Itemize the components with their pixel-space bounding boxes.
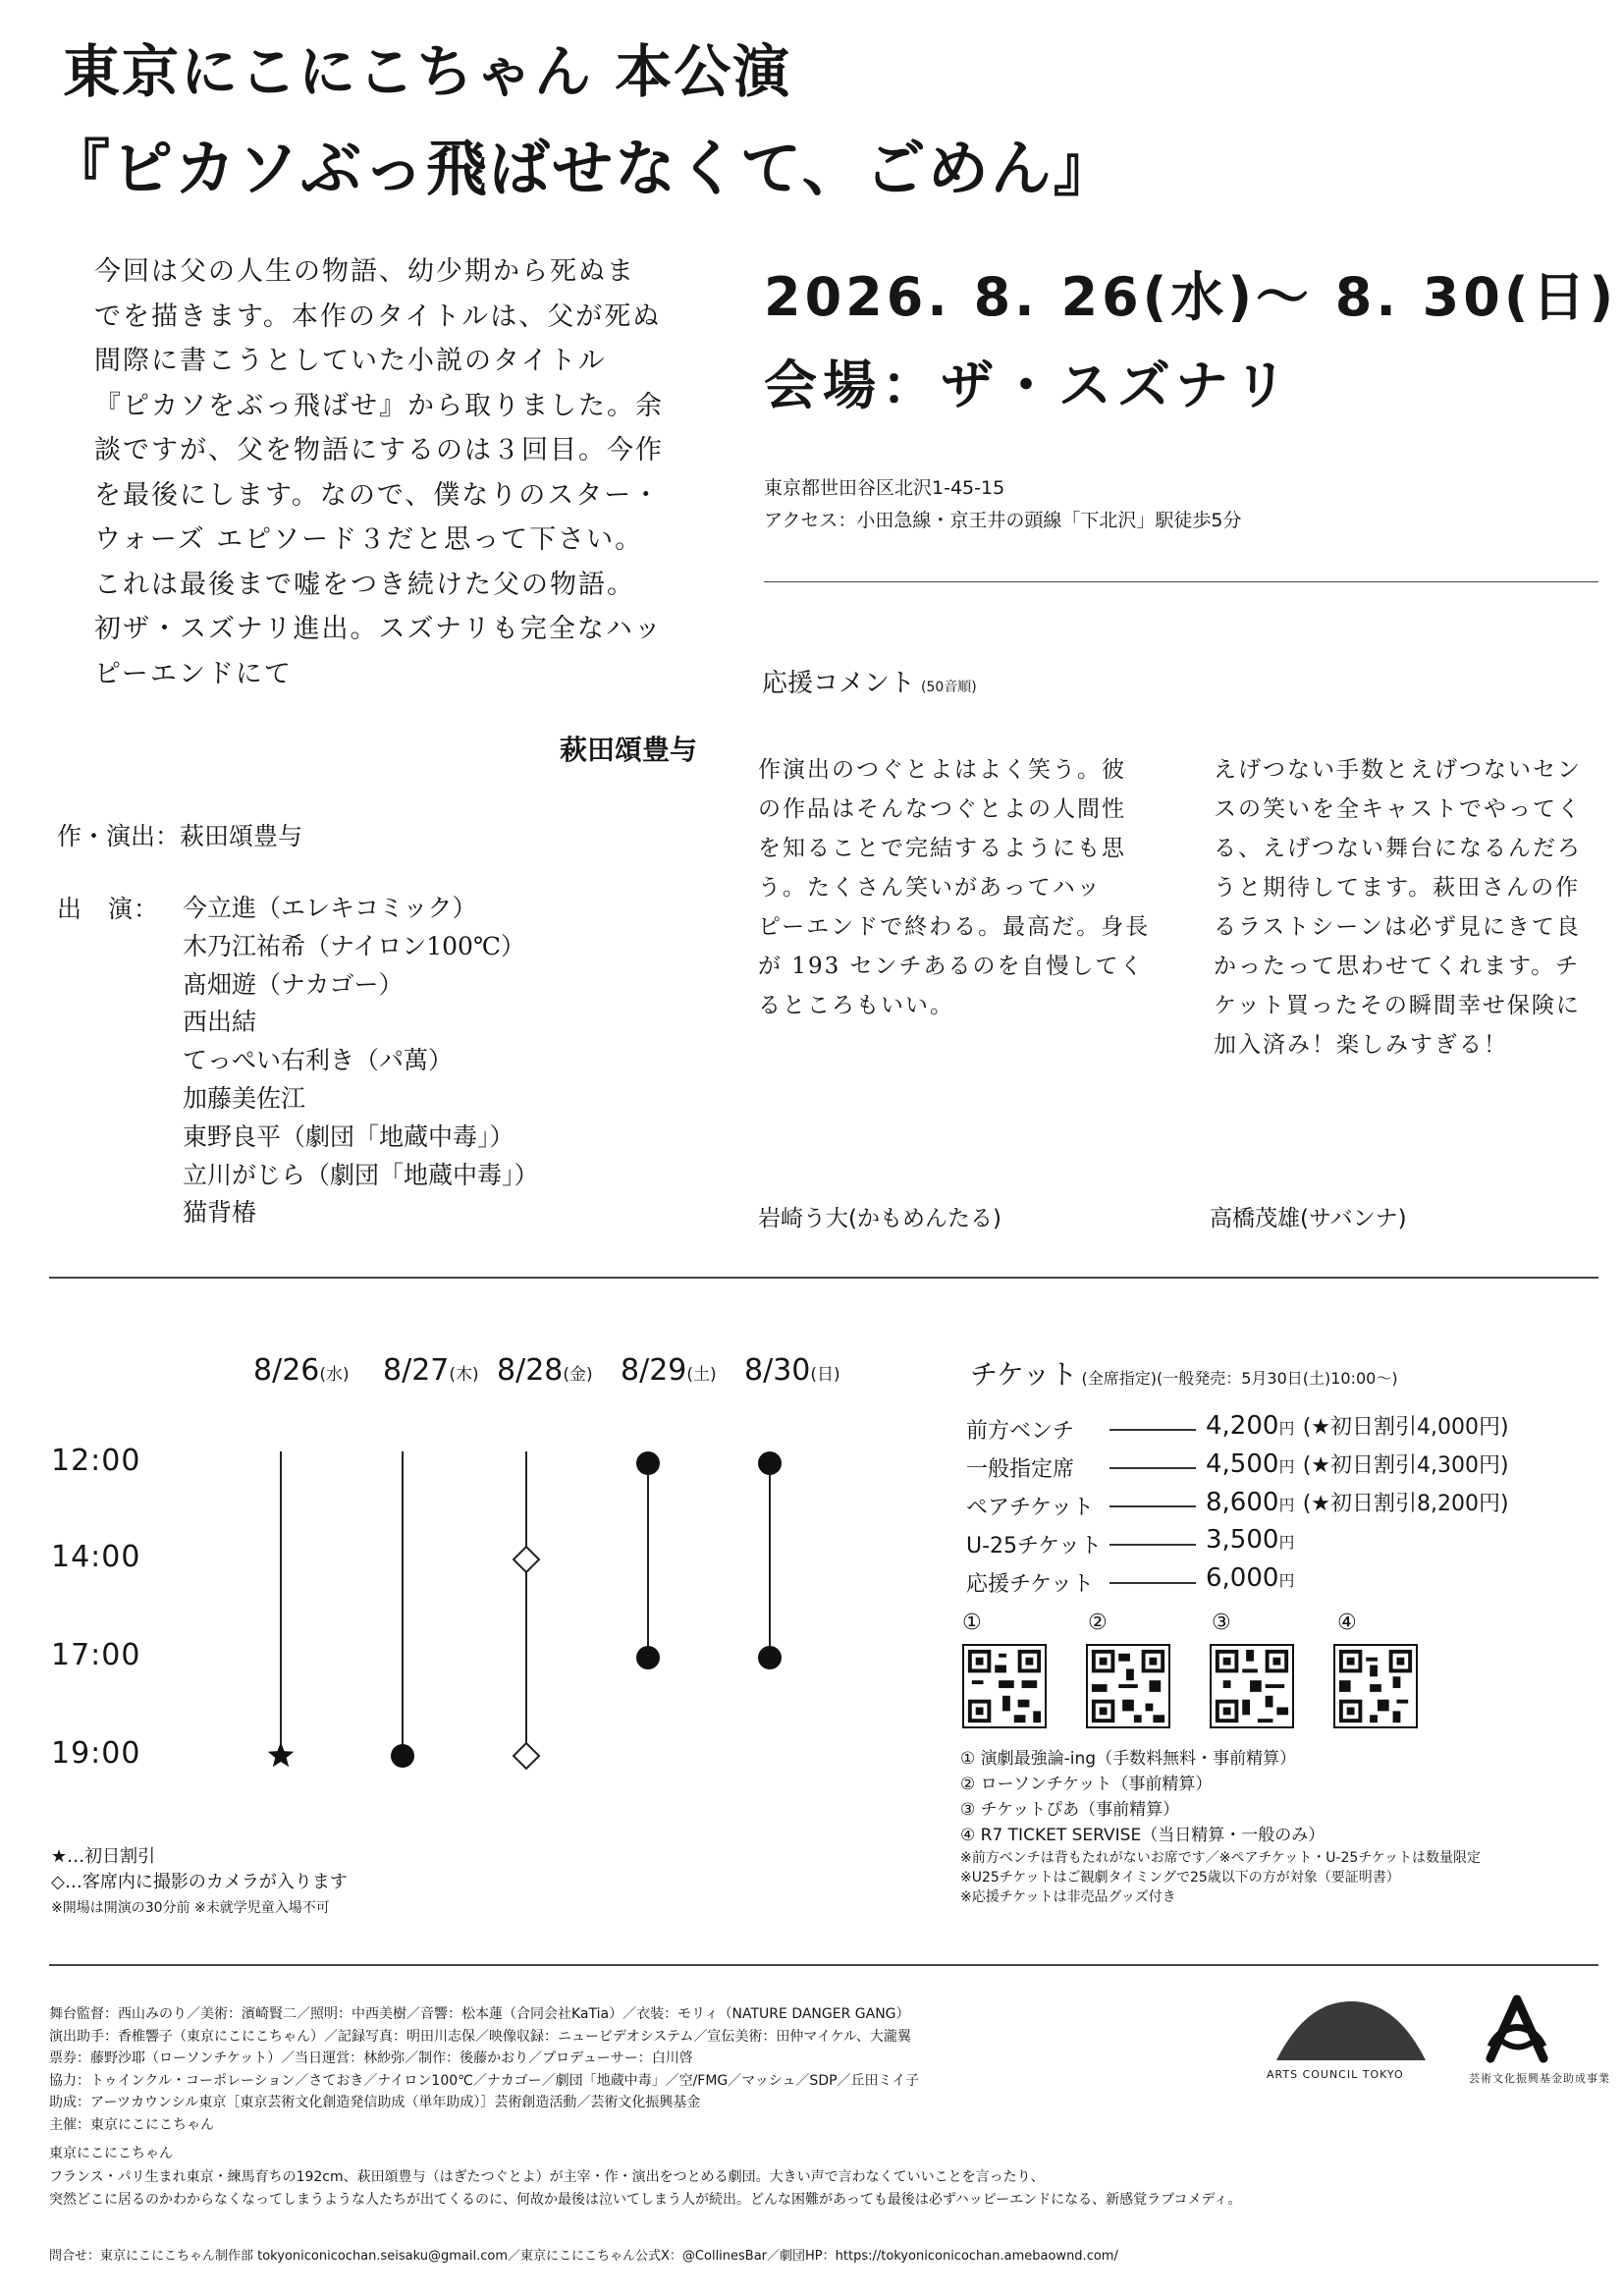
staff-line: 演出助手：香椎響子（東京にこにこちゃん）／記録写真：明田川志保／映像収録：ニュービデオシステム／宣伝美術：田仲マイケル、大瀧翼 bbox=[49, 2028, 911, 2045]
ticket-note: ※U25チケットはご観劇タイミングで25歳以下の方が対象（要証明書） bbox=[960, 1870, 1400, 1886]
schedule-time-label: 17:00 bbox=[51, 1638, 141, 1672]
arts-council-tokyo-logo bbox=[1272, 1999, 1430, 2062]
ticket-name: 応援チケット bbox=[966, 1572, 1095, 1597]
legend-item: ★…初日割引 bbox=[51, 1846, 156, 1867]
comment-line: えげつない手数とえげつないセン bbox=[1214, 757, 1582, 783]
cast-member: 今立進（エレキコミック） bbox=[183, 894, 477, 922]
commenter-1: 岩崎う大(かもめんたる) bbox=[758, 1206, 1001, 1231]
qr-number: ③ bbox=[1212, 1611, 1231, 1635]
ticket-title bbox=[970, 1353, 1398, 1393]
intro-line: 今回は父の人生の物語、幼少期から死ぬま bbox=[94, 256, 635, 287]
footer-divider bbox=[49, 1964, 1598, 1966]
ticket-name: 一般指定席 bbox=[966, 1457, 1075, 1482]
ticket-name: 前方ベンチ bbox=[966, 1419, 1075, 1444]
performance-dot bbox=[636, 1451, 660, 1475]
comment-line: ケット買ったその瞬間幸せ保険に bbox=[1214, 993, 1581, 1018]
access-line: アクセス：小田急線・京王井の頭線「下北沢」駅徒歩5分 bbox=[764, 510, 1242, 531]
cast-member: てっぺい右利き（パ萬） bbox=[183, 1046, 454, 1075]
comment-line: ピーエンドで終わる。最高だ。身長 bbox=[758, 914, 1151, 940]
ticket-name: U-25チケット bbox=[966, 1534, 1103, 1558]
qr-number: ② bbox=[1088, 1611, 1108, 1635]
qr-code-ticket-site-2[interactable] bbox=[1086, 1644, 1170, 1728]
ticket-price: 4,200円 (★初日割引4,000円) bbox=[1206, 1411, 1509, 1441]
intro-line: 初ザ・スズナリ進出。スズナリも完全なハッ bbox=[94, 614, 663, 644]
comment-line: かったって思わせてくれます。チ bbox=[1214, 954, 1581, 979]
ticket-subtitle: (全席指定)(一般発売：5月30日(土)10:00〜) bbox=[1081, 1369, 1398, 1388]
performance-camera-diamond bbox=[514, 1547, 539, 1572]
comment-line: る、えげつない舞台になるんだろ bbox=[1214, 836, 1582, 861]
staff-line: 協力：トゥインクル・コーポレーション／さておき／ナイロン100℃／ナカゴー／劇団「地蔵中毒」／空/FMG／マッシュ／SDP／丘田ミイ子 bbox=[49, 2072, 920, 2089]
intro-line: ピーエンドにて bbox=[94, 658, 293, 689]
performance-dot bbox=[636, 1646, 660, 1669]
comment-line: うと期待してます。萩田さんの作 bbox=[1214, 875, 1581, 901]
address-line: 東京都世田谷区北沢1-45-15 bbox=[764, 477, 1005, 499]
ticket-price: 4,500円 (★初日割引4,300円) bbox=[1206, 1449, 1509, 1479]
ticket-note: ※前方ベンチは背もたれがないお席です／※ペアチケット・U-25チケットは数量限定 bbox=[960, 1850, 1482, 1866]
sale-channel: ④ R7 TICKET SERVISE（当日精算・一般のみ） bbox=[960, 1826, 1325, 1845]
ticket-leader-line bbox=[1109, 1582, 1196, 1584]
cast-member: 加藤美佐江 bbox=[183, 1083, 306, 1113]
cast-member: 髙畑遊（ナカゴー） bbox=[183, 969, 404, 999]
intro-line: を最後にします。なので、僕なりのスター・ bbox=[94, 479, 662, 511]
comment-line: 作演出のつぐとよはよく笑う。彼 bbox=[758, 757, 1126, 783]
schedule-time-label: 12:00 bbox=[51, 1444, 141, 1478]
arts-fund-logo bbox=[1473, 1994, 1561, 2066]
ticket-sales-info bbox=[960, 1746, 1481, 1907]
director-credit: 作・演出：萩田頌豊与 bbox=[57, 822, 303, 850]
performance-camera-diamond bbox=[514, 1743, 539, 1769]
qr-number: ① bbox=[962, 1611, 982, 1635]
event-venue: 会場：ザ・スズナリ bbox=[764, 355, 1293, 416]
schedule-legend bbox=[51, 1844, 348, 1921]
ticket-leader-line bbox=[1109, 1467, 1196, 1469]
ticket-price: 6,000円 bbox=[1206, 1563, 1295, 1593]
cast-member: 木乃江祐希（ナイロン100℃） bbox=[183, 931, 525, 960]
ticket-price: 3,500円 bbox=[1206, 1525, 1295, 1555]
sale-channel: ① 演劇最強論-ing（手数料無料・事前精算） bbox=[960, 1749, 1297, 1769]
intro-line: ウォーズ エピソード３だと思って下さい。 bbox=[94, 524, 644, 555]
staff-line: 舞台監督：西山みのり／美術：濱崎賢二／照明：中西美樹／音響：松本蓮（合同会社KaTia）／衣装：モリィ（NATURE DANGER GANG） bbox=[49, 2006, 910, 2022]
qr-code-ticket-site-1[interactable] bbox=[962, 1644, 1047, 1728]
company-profile bbox=[49, 2143, 1241, 2213]
schedule-time-label: 14:00 bbox=[51, 1540, 141, 1574]
comment-line: の作品はそんなつぐとよの人間性 bbox=[758, 796, 1126, 822]
comment-line: るラストシーンは必ず見にきて良 bbox=[1214, 914, 1581, 940]
cast-member: 東野良平（劇団「地蔵中毒」） bbox=[183, 1121, 514, 1151]
staff-line: 助成：アーツカウンシル東京［東京芸術文化創造発信助成（単年助成）］芸術創造活動／芸術文化振興基金 bbox=[49, 2095, 701, 2110]
sale-channel: ③ チケットぴあ（事前精算） bbox=[960, 1800, 1180, 1820]
staff-credits bbox=[49, 2003, 919, 2136]
ticket-name: ペアチケット bbox=[966, 1496, 1095, 1520]
page-title: 東京にこにこちゃん 本公演 bbox=[63, 38, 792, 105]
cast-member: 立川がじら（劇団「地蔵中毒」） bbox=[183, 1160, 539, 1189]
commenter-2: 高橋茂雄(サバンナ) bbox=[1210, 1206, 1407, 1231]
comment-line: スの笑いを全キャストでやってく bbox=[1214, 796, 1582, 822]
performance-dot bbox=[758, 1451, 782, 1475]
schedule-day-label: 8/30(日) bbox=[744, 1353, 840, 1388]
event-date: 2026. 8. 26(水)～ 8. 30(日) bbox=[764, 266, 1618, 328]
schedule-day-label: 8/29(土) bbox=[621, 1353, 717, 1388]
ticket-leader-line bbox=[1109, 1505, 1196, 1507]
comment-line: を知ることで完結するようにも思 bbox=[758, 836, 1126, 861]
contact-info: 問合せ：東京にこにこちゃん制作部 tokyoniconicochan.seisaku@gmail.com／東京にこにこちゃん公式X：@CollinesBar／劇団HP：https://tokyoniconicochan.amebaownd.com/ bbox=[49, 2249, 1118, 2264]
intro-line: 『ピカソをぶっ飛ばせ』から取りました。余 bbox=[94, 390, 664, 421]
company-description: 突然どこに居るのかわからなくなってしまうような人たちが出てくるのに、何故か最後は泣いてしまう人が続出。どんな困難があっても最後は必ずハッピーエンドになる、新感覚ラブコメディ。 bbox=[49, 2192, 1242, 2208]
schedule-day-label: 8/28(金) bbox=[497, 1353, 593, 1388]
cast-member: 西出結 bbox=[183, 1008, 257, 1037]
company-name: 東京にこにこちゃん bbox=[49, 2146, 173, 2161]
comment-line: 加入済み！楽しみすぎる！ bbox=[1214, 1032, 1508, 1058]
comment-line: う。たくさん笑いがあってハッ bbox=[758, 875, 1102, 901]
arts-fund-caption: 芸術文化振興基金助成事業 bbox=[1469, 2072, 1610, 2085]
sale-channel: ② ローソンチケット（事前精算） bbox=[960, 1775, 1213, 1794]
ticket-price: 8,600円 (★初日割引8,200円) bbox=[1206, 1488, 1509, 1517]
schedule-note: ※開場は開演の30分前 ※未就学児童入場不可 bbox=[51, 1900, 330, 1916]
cast-label: 出 演： bbox=[57, 895, 160, 923]
company-description: フランス・パリ生まれ東京・練馬育ちの192cm、萩田頌豊与（はぎたつぐとよ）が主宰・作・演出をつとめる劇団。大きい声で言わなくていいことを言ったり、 bbox=[49, 2168, 1045, 2185]
performance-dot bbox=[391, 1744, 414, 1768]
intro-line: 談ですが、父を物語にするのは３回目。今作 bbox=[94, 435, 664, 465]
qr-code-ticket-site-4[interactable] bbox=[1333, 1644, 1418, 1728]
qr-code-ticket-site-3[interactable] bbox=[1210, 1644, 1294, 1728]
play-title: 『ピカソぶっ飛ばせなくて、ごめん』 bbox=[49, 133, 1116, 204]
legend-item: ◇…客席内に撮影のカメラが入ります bbox=[51, 1872, 348, 1892]
intro-line: でを描きます。本作のタイトルは、父が死ぬ bbox=[94, 301, 662, 332]
schedule-time-label: 19:00 bbox=[51, 1736, 141, 1771]
comment-line: が 193 センチあるのを自慢してく bbox=[758, 954, 1145, 979]
performance-dot bbox=[758, 1646, 782, 1669]
schedule-day-label: 8/26(水) bbox=[253, 1353, 350, 1388]
ticket-leader-line bbox=[1109, 1429, 1196, 1431]
cast-member: 猫背椿 bbox=[183, 1198, 257, 1228]
ticket-leader-line bbox=[1109, 1544, 1196, 1546]
schedule-day-label: 8/27(木) bbox=[383, 1353, 479, 1388]
performance-star bbox=[268, 1742, 295, 1767]
support-title-text: 応援コメント bbox=[762, 669, 916, 698]
comment-line: るところもいい。 bbox=[758, 993, 954, 1018]
arts-council-caption: ARTS COUNCIL TOKYO bbox=[1267, 2068, 1404, 2081]
intro-line: これは最後まで嘘をつき続けた父の物語。 bbox=[94, 569, 635, 600]
staff-line: 票券：藤野沙耶（ローソンチケット）／当日運営：林紗弥／制作：後藤かおり／プロデューサー：白川啓 bbox=[49, 2050, 693, 2066]
intro-line: 間際に書こうとしていた小説のタイトル bbox=[94, 346, 607, 376]
ticket-title-text: チケット bbox=[970, 1358, 1078, 1391]
qr-number: ④ bbox=[1337, 1611, 1357, 1635]
support-order-note: (50音順) bbox=[921, 680, 977, 695]
ticket-note: ※応援チケットは非売品グッズ付き bbox=[960, 1889, 1176, 1905]
staff-line: 主催：東京にこにこちゃん bbox=[49, 2116, 214, 2133]
intro-author: 萩田頌豊与 bbox=[559, 734, 697, 766]
